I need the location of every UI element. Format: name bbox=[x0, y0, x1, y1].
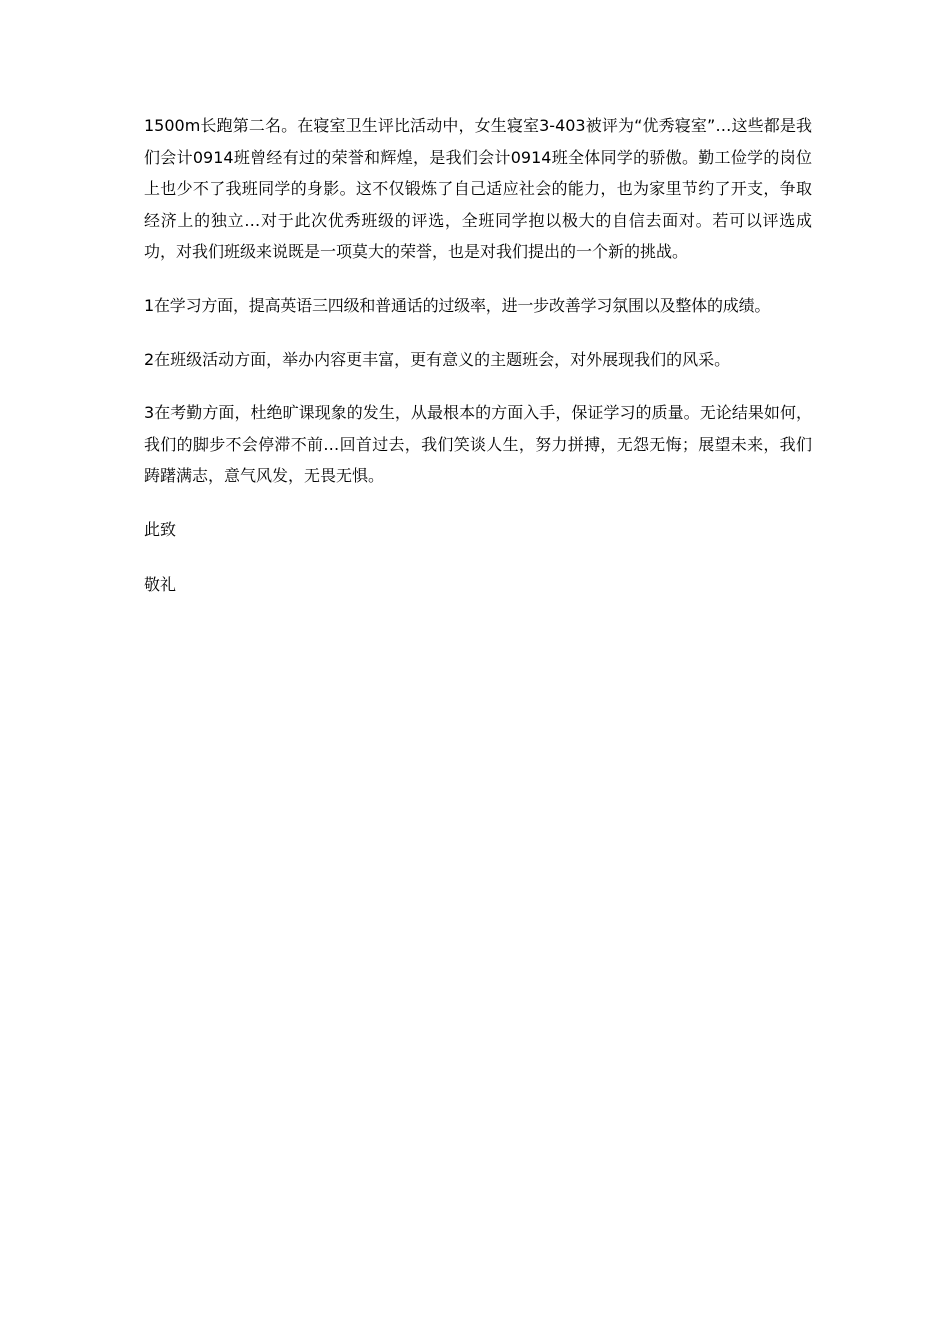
closing-regards: 敬礼 bbox=[144, 574, 177, 594]
document-body bbox=[144, 110, 812, 623]
closing-salutation: 此致 bbox=[144, 519, 177, 539]
paragraph-honors: 1500m长跑第二名。在寝室卫生评比活动中，女生寝室3-403被评为“优秀寝室”…这些都是我们会计0914班曾经有过的荣誉和辉煌，是我们会计0914班全体同学的骄傲。勤工俭学的岗位上也少不了我班同学的身影。这不仅锻炼了自己适应社会的能力，也为家里节约了开支，争取经济上的独立…对于此次优秀班级的评选，全班同学抱以极大的自信去面对。若可以评选成功，对我们班级来说既是一项莫大的荣誉，也是对我们提出的一个新的挑战。 bbox=[144, 116, 812, 262]
paragraph-activity-goal: 2在班级活动方面，举办内容更丰富，更有意义的主题班会，对外展现我们的风采。 bbox=[144, 349, 731, 369]
paragraph-attendance-goal: 3在考勤方面，杜绝旷课现象的发生，从最根本的方面入手，保证学习的质量。无论结果如何，我们的脚步不会停滞不前…回首过去，我们笑谈人生，努力拼搏，无怨无悔；展望未来，我们踌躇满志，意气风发，无畏无惧。 bbox=[144, 403, 812, 486]
paragraph-study-goal: 1在学习方面，提高英语三四级和普通话的过级率，进一步改善学习氛围以及整体的成绩。 bbox=[144, 295, 771, 315]
